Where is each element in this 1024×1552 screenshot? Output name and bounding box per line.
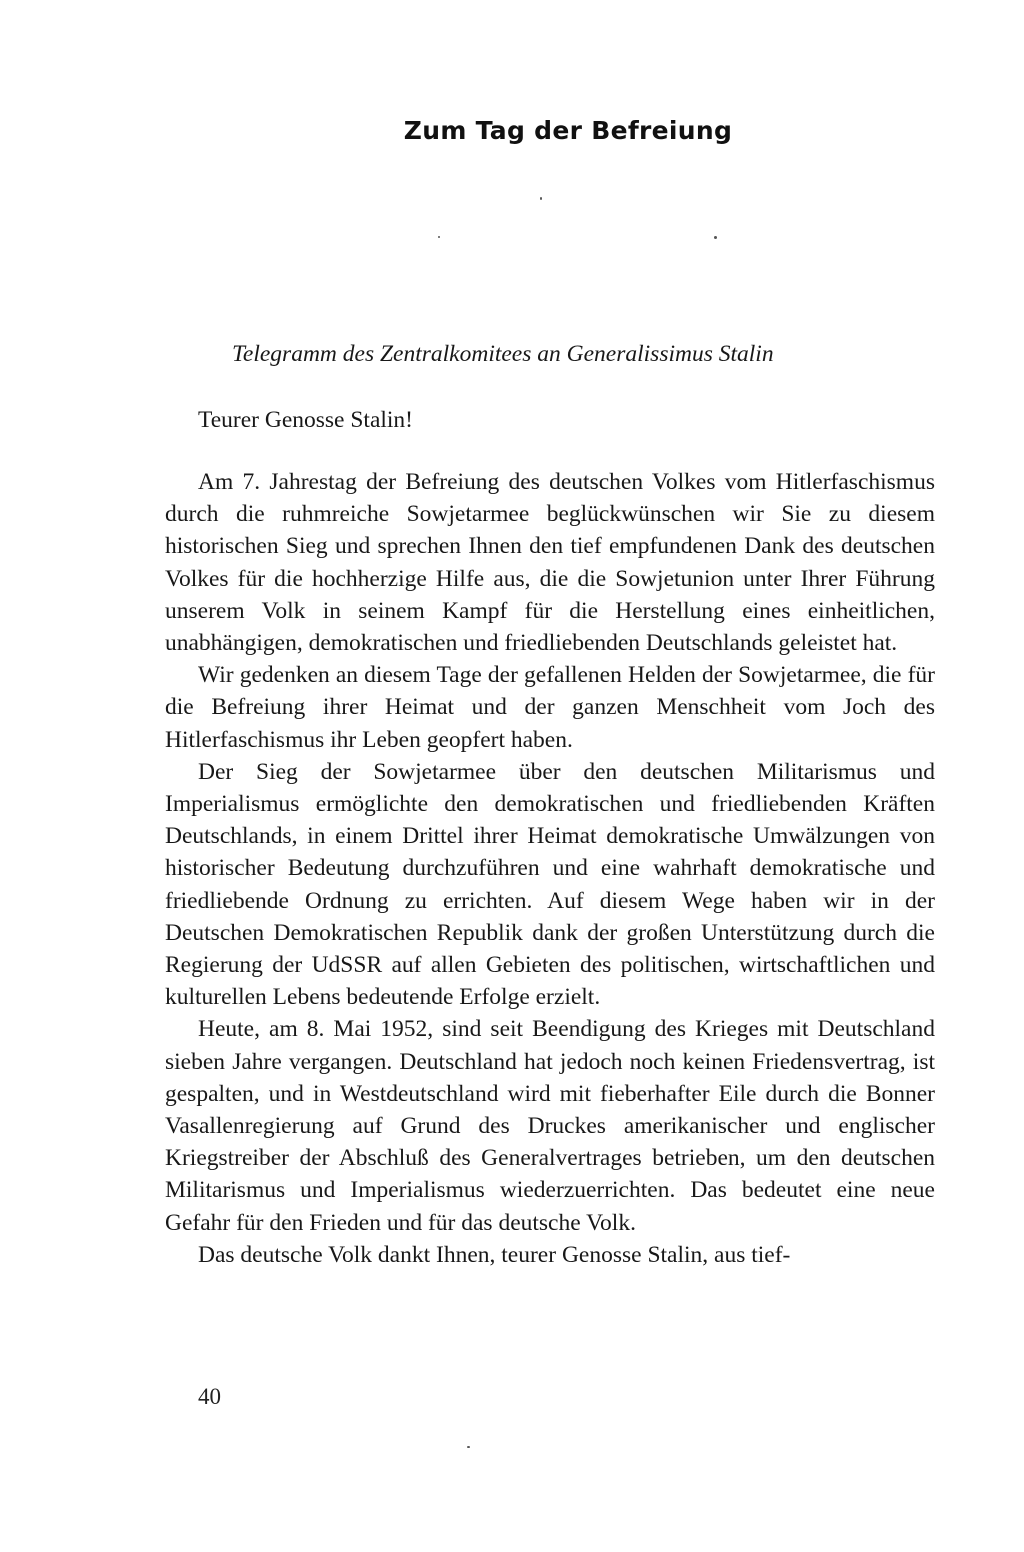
page-number: 40 [198,1384,221,1409]
paragraph: Wir gedenken an diesem Tage der gefallenen Helden der Sowjetarmee, die für die Befreiung ihrer Heimat und der ganzen Menschheit vom Joch des Hitlerfaschismus ihr Leben geopfert haben. [165,662,935,753]
print-speck [438,236,440,238]
print-speck [467,1446,470,1448]
body-text [165,466,935,1271]
paragraph: Heute, am 8. Mai 1952, sind seit Beendigung des Krieges mit Deutschland sieben Jahre vergangen. Deutschland hat jedoch noch keinen Friedensvertrag, ist gespalten, und in Westdeutschland wird mit fieberhafter Eile durch die Bonner Vasallenregierung auf Grund des Druckes amerikanischer und englischer Kriegstreiber der Abschluß des Generalvertrages betrieben, um den deutschen Militarismus und Imperialismus wiederzuerrichten. Das bedeutet eine neue Gefahr für den Frieden und für das deutsche Volk. [165,1016,935,1236]
salutation: Teurer Genosse Stalin! [198,407,414,433]
print-speck [714,236,717,239]
paragraph: Der Sieg der Sowjetarmee über den deutschen Militarismus und Imperialismus ermöglichte den demokratischen und friedliebenden Kräften Deutschlands, in einem Drittel ihrer Heimat demokratische Umwälzungen von historischer Bedeutung durchzuführen und eine wahrhaft demokratische und friedliebende Ordnung zu errichten. Auf diesem Wege haben wir in der Deutschen Demokratischen Republik dank der großen Unterstützung durch die Regierung der UdSSR auf allen Gebieten des politischen, wirtschaftlichen und kulturellen Lebens bedeutende Erfolge erzielt. [165,758,935,1011]
chapter-heading: Zum Tag der Befreiung [403,116,733,145]
paragraph: Am 7. Jahrestag der Befreiung des deutschen Volkes vom Hitlerfaschismus durch die ruhmreiche Sowjetarmee beglückwünschen wir Sie zu diesem historischen Sieg und sprechen Ihnen den tief empfundenen Dank des deutschen Volkes für die hochherzige Hilfe aus, die die Sowjetunion unter Ihrer Führung unserem Volk in seinem Kampf für die Herstellung eines einheitlichen, unabhängigen, demokratischen und friedliebenden Deutschlands geleistet hat. [165,469,935,657]
paragraph: Das deutsche Volk dankt Ihnen, teurer Genosse Stalin, aus tief- [198,1241,791,1268]
print-speck [540,197,542,200]
document-subtitle: Telegramm des Zentralkomitees an Generalissimus Stalin [232,341,774,367]
